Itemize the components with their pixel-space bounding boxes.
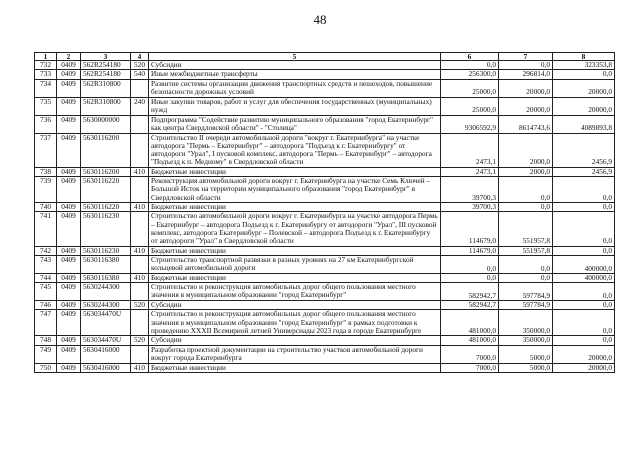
target-article-code: 5630116200: [81, 133, 131, 167]
expense-type-code: 410: [131, 246, 149, 255]
amount-year-1: 0,0: [441, 273, 499, 282]
amount-year-2: 597784,9: [499, 283, 553, 301]
section-code: 0409: [57, 79, 81, 97]
target-article-code: 5630000000: [81, 115, 131, 133]
header-cell: 4: [131, 53, 149, 61]
section-code: 0409: [57, 212, 81, 246]
amount-year-3: 0,0: [553, 283, 615, 301]
table-row: [35, 203, 615, 212]
amount-year-3: 2456,9: [553, 167, 615, 176]
expense-type-code: [131, 283, 149, 301]
amount-year-2: 296814,0: [499, 70, 553, 79]
table-row: [35, 70, 615, 79]
row-number: 749: [35, 345, 57, 363]
amount-year-3: 0,0: [553, 336, 615, 345]
amount-year-1: 582942,7: [441, 283, 499, 301]
amount-year-2: 0,0: [499, 203, 553, 212]
target-article-code: 5630116220: [81, 203, 131, 212]
amount-year-1: 0,0: [441, 61, 499, 70]
expense-type-code: 410: [131, 167, 149, 176]
amount-year-2: 350000,0: [499, 336, 553, 345]
amount-year-3: 0,0: [553, 212, 615, 246]
section-code: 0409: [57, 177, 81, 203]
amount-year-1: 9306592,9: [441, 115, 499, 133]
amount-year-1: 114679,0: [441, 246, 499, 255]
amount-year-3: 0,0: [553, 246, 615, 255]
target-article-code: 562R310800: [81, 97, 131, 115]
expense-type-code: [131, 255, 149, 273]
amount-year-2: 597784,9: [499, 301, 553, 310]
amount-year-1: 39700,3: [441, 203, 499, 212]
row-number: 746: [35, 301, 57, 310]
target-article-code: 562R310800: [81, 79, 131, 97]
amount-year-1: 39700,3: [441, 177, 499, 203]
table-row: [35, 79, 615, 97]
item-name: Иные закупки товаров, работ и услуг для обеспечения государственных (муниципальных) нужд: [149, 97, 441, 115]
header-cell: 6: [441, 53, 499, 61]
amount-year-3: 400000,0: [553, 255, 615, 273]
amount-year-1: 481000,0: [441, 310, 499, 336]
amount-year-3: 0,0: [553, 310, 615, 336]
target-article-code: 5630116380: [81, 255, 131, 273]
budget-table: [34, 52, 615, 373]
expense-type-code: [131, 212, 149, 246]
item-name: Реконструкция автомобильной дороги вокруг г. Екатеринбурга на участке Семь Ключей – Большой Исток на территории муниципального образования "город Екатеринбург" в Свердловской области: [149, 177, 441, 203]
amount-year-1: 25000,0: [441, 97, 499, 115]
row-number: 739: [35, 177, 57, 203]
section-code: 0409: [57, 273, 81, 282]
amount-year-3: 20000,0: [553, 97, 615, 115]
item-name: Строительство транспортной развязки в разных уровнях на 27 км Екатеринбургской кольцевой автомобильной дороги: [149, 255, 441, 273]
table-row: [35, 246, 615, 255]
row-number: 747: [35, 310, 57, 336]
amount-year-1: 582942,7: [441, 301, 499, 310]
expense-type-code: [131, 310, 149, 336]
header-row: [35, 53, 615, 61]
expense-type-code: 520: [131, 61, 149, 70]
table-row: [35, 310, 615, 336]
table-row: [35, 133, 615, 167]
expense-type-code: 410: [131, 363, 149, 372]
header-cell: 5: [149, 53, 441, 61]
target-article-code: 563034470U: [81, 336, 131, 345]
header-cell: 8: [553, 53, 615, 61]
expense-type-code: [131, 177, 149, 203]
target-article-code: 562R254180: [81, 70, 131, 79]
target-article-code: 5630244300: [81, 301, 131, 310]
amount-year-3: 20000,0: [553, 79, 615, 97]
item-name: Субсидии: [149, 301, 441, 310]
amount-year-3: 323353,8: [553, 61, 615, 70]
expense-type-code: 240: [131, 97, 149, 115]
amount-year-2: 0,0: [499, 273, 553, 282]
header-cell: 7: [499, 53, 553, 61]
amount-year-1: 7000,0: [441, 345, 499, 363]
row-number: 741: [35, 212, 57, 246]
row-number: 732: [35, 61, 57, 70]
amount-year-3: 20000,0: [553, 345, 615, 363]
section-code: 0409: [57, 97, 81, 115]
item-name: Разработка проектной документации на строительство участков автомобильной дороги вокруг города Екатеринбурга: [149, 345, 441, 363]
target-article-code: 5630116380: [81, 273, 131, 282]
amount-year-2: 0,0: [499, 255, 553, 273]
amount-year-2: 20000,0: [499, 79, 553, 97]
section-code: 0409: [57, 61, 81, 70]
amount-year-2: 5000,0: [499, 345, 553, 363]
amount-year-2: 2000,0: [499, 167, 553, 176]
amount-year-1: 114679,0: [441, 212, 499, 246]
amount-year-2: 551957,8: [499, 212, 553, 246]
table-row: [35, 97, 615, 115]
item-name: Бюджетные инвестиции: [149, 203, 441, 212]
section-code: 0409: [57, 133, 81, 167]
item-name: Бюджетные инвестиции: [149, 167, 441, 176]
table-row: [35, 167, 615, 176]
amount-year-1: 2473,1: [441, 167, 499, 176]
table-row: [35, 336, 615, 345]
section-code: 0409: [57, 310, 81, 336]
expense-type-code: [131, 133, 149, 167]
expense-type-code: [131, 79, 149, 97]
table-row: [35, 255, 615, 273]
item-name: Субсидии: [149, 61, 441, 70]
table-row: [35, 61, 615, 70]
section-code: 0409: [57, 345, 81, 363]
section-code: 0409: [57, 255, 81, 273]
amount-year-3: 0,0: [553, 301, 615, 310]
target-article-code: 5630416000: [81, 345, 131, 363]
expense-type-code: 540: [131, 70, 149, 79]
amount-year-1: 7000,0: [441, 363, 499, 372]
expense-type-code: 410: [131, 203, 149, 212]
amount-year-2: 0,0: [499, 177, 553, 203]
expense-type-code: 520: [131, 336, 149, 345]
expense-type-code: [131, 345, 149, 363]
item-name: Развитие системы организации движения транспортных средств и пешеходов, повышение безопасности дорожных условий: [149, 79, 441, 97]
section-code: 0409: [57, 167, 81, 176]
row-number: 742: [35, 246, 57, 255]
amount-year-3: 2456,9: [553, 133, 615, 167]
amount-year-1: 256300,0: [441, 70, 499, 79]
amount-year-2: 551957,8: [499, 246, 553, 255]
target-article-code: 5630116200: [81, 167, 131, 176]
amount-year-2: 0,0: [499, 61, 553, 70]
table-row: [35, 273, 615, 282]
amount-year-2: 20000,0: [499, 97, 553, 115]
item-name: Бюджетные инвестиции: [149, 273, 441, 282]
item-name: Бюджетные инвестиции: [149, 246, 441, 255]
row-number: 736: [35, 115, 57, 133]
target-article-code: 562R254180: [81, 61, 131, 70]
table-row: [35, 115, 615, 133]
header-cell: 2: [57, 53, 81, 61]
amount-year-1: 481000,0: [441, 336, 499, 345]
item-name: Строительство и реконструкция автомобильных дорог общего пользования местного значения в муниципальном образовании "город Екатеринбург": [149, 283, 441, 301]
row-number: 743: [35, 255, 57, 273]
item-name: Субсидии: [149, 336, 441, 345]
target-article-code: 5630416000: [81, 363, 131, 372]
item-name: Иные межбюджетные трансферты: [149, 70, 441, 79]
amount-year-2: 5000,0: [499, 363, 553, 372]
row-number: 745: [35, 283, 57, 301]
table-body: [35, 61, 615, 373]
section-code: 0409: [57, 283, 81, 301]
amount-year-1: 0,0: [441, 255, 499, 273]
target-article-code: 5630116230: [81, 246, 131, 255]
section-code: 0409: [57, 70, 81, 79]
amount-year-3: 20000,0: [553, 363, 615, 372]
target-article-code: 5630116220: [81, 177, 131, 203]
row-number: 733: [35, 70, 57, 79]
page-number: 48: [313, 12, 327, 27]
table-row: [35, 345, 615, 363]
target-article-code: 5630244300: [81, 283, 131, 301]
table-row: [35, 212, 615, 246]
amount-year-2: 350000,0: [499, 310, 553, 336]
header-cell: 3: [81, 53, 131, 61]
section-code: 0409: [57, 115, 81, 133]
target-article-code: 563034470U: [81, 310, 131, 336]
table-row: [35, 301, 615, 310]
amount-year-3: 400000,0: [553, 273, 615, 282]
table-row: [35, 363, 615, 372]
target-article-code: 5630116230: [81, 212, 131, 246]
row-number: 737: [35, 133, 57, 167]
amount-year-2: 2000,0: [499, 133, 553, 167]
expense-type-code: 520: [131, 301, 149, 310]
row-number: 735: [35, 97, 57, 115]
section-code: 0409: [57, 246, 81, 255]
amount-year-3: 4089893,8: [553, 115, 615, 133]
row-number: 738: [35, 167, 57, 176]
amount-year-2: 8614743,6: [499, 115, 553, 133]
amount-year-3: 0,0: [553, 177, 615, 203]
section-code: 0409: [57, 301, 81, 310]
table-row: [35, 177, 615, 203]
section-code: 0409: [57, 336, 81, 345]
table-row: [35, 283, 615, 301]
item-name: Строительство и реконструкция автомобильных дорог общего пользования местного значения в муниципальном образовании "город Екатеринбург" в рамках подготовки к проведению XXXII Всемирной летней Универсиады 2023 года в городе Екатеринбурге: [149, 310, 441, 336]
item-name: Подпрограмма "Содействие развитию муниципального образования "город Екатеринбург" как центра Свердловской области" - "Столица": [149, 115, 441, 133]
amount-year-1: 2473,1: [441, 133, 499, 167]
row-number: 734: [35, 79, 57, 97]
section-code: 0409: [57, 363, 81, 372]
row-number: 744: [35, 273, 57, 282]
row-number: 750: [35, 363, 57, 372]
row-number: 748: [35, 336, 57, 345]
amount-year-3: 0,0: [553, 70, 615, 79]
item-name: Бюджетные инвестиции: [149, 363, 441, 372]
item-name: Строительство II очереди автомобильной дороги "вокруг г. Екатеринбурга" на участке автодорога "Пермь – Екатеринбург" – автодорога "Подъезд к г. Екатеринбургу" от автодороги "Урал", I пусковой комплекс, автодорога "Пермь – Екатеринбург" – автодорога "Подъезд к п. Медному" в Свердловской области: [149, 133, 441, 167]
section-code: 0409: [57, 203, 81, 212]
item-name: Строительство автомобильной дороги вокруг г. Екатеринбурга на участке автодорога Пермь – Екатеринбург – автодорога Подъезд к г. Екатеринбургу от автодороги "Урал", III пусковой комплекс, автодорога Екатеринбург – Полевской – автодорога Подъезд к г. Екатеринбургу от автодороги "Урал" в Свердловской области: [149, 212, 441, 246]
row-number: 740: [35, 203, 57, 212]
expense-type-code: [131, 115, 149, 133]
amount-year-1: 25000,0: [441, 79, 499, 97]
header-cell: 1: [35, 53, 57, 61]
expense-type-code: 410: [131, 273, 149, 282]
amount-year-3: 0,0: [553, 203, 615, 212]
